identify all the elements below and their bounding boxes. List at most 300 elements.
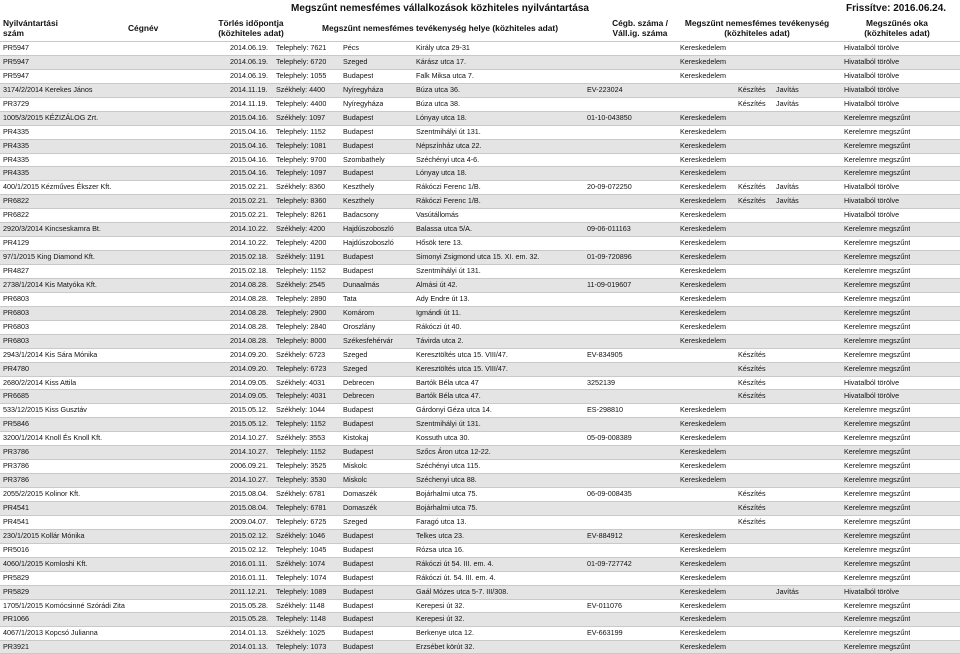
cell-city: Domaszék	[343, 502, 377, 512]
cell-city: Debrecen	[343, 391, 375, 401]
cell-deleted-date: 2014.10.27.	[230, 447, 268, 457]
cell-address: Igmándi út 11.	[416, 307, 462, 317]
cell-reason: Kerelemre megszűnt	[844, 126, 911, 136]
table-body	[0, 41, 960, 654]
cell-reason: Kerelemre megszűnt	[844, 502, 911, 512]
table-row	[0, 543, 960, 557]
cell-site-type-zip: Telephely: 3525	[276, 461, 327, 471]
cell-site-type-zip: Telephely: 6720	[276, 56, 327, 66]
cell-deleted-date: 2015.02.21.	[230, 182, 268, 192]
cell-registry-no: 01-10-043850	[587, 112, 632, 122]
cell-activity-trade: Kereskedelem	[680, 461, 726, 471]
cell-reason: Hivatalból törölve	[844, 210, 900, 220]
cell-reason: Kerelemre megszűnt	[844, 154, 911, 164]
cell-activity-trade: Kereskedelem	[680, 266, 726, 275]
cell-address: Rákóczi út. 54. III. em. 4.	[416, 572, 496, 582]
table-header	[0, 0, 960, 41]
cell-deleted-date: 2015.02.12.	[230, 544, 268, 554]
table-row	[0, 403, 960, 417]
cell-reg-no-company: PR6822	[3, 196, 29, 206]
cell-deleted-date: 2014.08.28.	[230, 321, 268, 331]
cell-reason: Kerelemre megszűnt	[844, 628, 911, 638]
cell-registry-no: 06-09-008435	[587, 489, 632, 498]
cell-activity-trade: Kereskedelem	[680, 335, 726, 345]
cell-activity-trade: Kereskedelem	[680, 70, 726, 80]
table-row	[0, 348, 960, 362]
cell-site-type-zip: Székhely: 6781	[276, 489, 326, 498]
cell-deleted-date: 2015.04.16.	[230, 168, 268, 178]
cell-reg-no-company: 3174/2/2014 Kerekes János	[3, 84, 93, 94]
cell-site-type-zip: Telephely: 1045	[276, 544, 327, 554]
cell-activity-trade: Kereskedelem	[680, 43, 726, 52]
cell-reg-no-company: PR4335	[3, 154, 29, 164]
cell-address: Széchenyi utca 88.	[416, 475, 477, 485]
cell-address: Kerepesi út 32.	[416, 614, 465, 624]
cell-city: Budapest	[343, 544, 374, 554]
cell-site-type-zip: Telephely: 1055	[276, 70, 327, 80]
cell-city: Budapest	[343, 126, 374, 136]
table-row	[0, 306, 960, 320]
cell-activity-make: Készítés	[738, 489, 766, 498]
cell-site-type-zip: Telephely: 8000	[276, 335, 327, 345]
cell-site-type-zip: Telephely: 6781	[276, 502, 327, 512]
cell-deleted-date: 2014.09.05.	[230, 377, 268, 387]
cell-deleted-date: 2015.08.04.	[230, 489, 268, 498]
col-header-activity-2: (közhiteles adat)	[724, 28, 790, 38]
cell-reg-no-company: PR4541	[3, 502, 29, 512]
table-row	[0, 376, 960, 390]
cell-reason: Kerelemre megszűnt	[844, 516, 911, 526]
table-row	[0, 111, 960, 125]
cell-reg-no-company: PR4335	[3, 168, 29, 178]
table-row	[0, 55, 960, 69]
table-row	[0, 41, 960, 55]
cell-reason: Kerelemre megszűnt	[844, 544, 911, 554]
cell-activity-trade: Kereskedelem	[680, 210, 726, 220]
cell-reason: Kerelemre megszűnt	[844, 572, 911, 582]
cell-reason: Kerelemre megszűnt	[844, 600, 911, 610]
cell-deleted-date: 2015.04.16.	[230, 112, 268, 122]
cell-city: Domaszék	[343, 489, 377, 498]
cell-city: Keszthely	[343, 196, 375, 206]
cell-registry-no: 3252139	[587, 377, 615, 387]
cell-reason: Kerelemre megszűnt	[844, 447, 911, 457]
cell-activity-trade: Kereskedelem	[680, 447, 726, 457]
cell-address: Keresztöltés utca 15. VIII/47.	[416, 363, 508, 373]
cell-activity-trade: Kereskedelem	[680, 140, 726, 150]
cell-city: Budapest	[343, 572, 374, 582]
cell-city: Miskolc	[343, 461, 367, 471]
cell-reason: Kerelemre megszűnt	[844, 224, 911, 234]
cell-address: Búza utca 38.	[416, 98, 460, 108]
table-row	[0, 264, 960, 278]
cell-site-type-zip: Székhely: 4200	[276, 224, 326, 234]
cell-reason: Kerelemre megszűnt	[844, 614, 911, 624]
cell-reg-no-company: PR4827	[3, 266, 29, 275]
cell-activity-make: Készítés	[738, 349, 766, 359]
cell-deleted-date: 2015.02.21.	[230, 196, 268, 206]
cell-deleted-date: 2014.09.20.	[230, 349, 268, 359]
table-row	[0, 180, 960, 194]
cell-activity-trade: Kereskedelem	[680, 614, 726, 624]
cell-activity-repair: Javítás	[776, 182, 799, 192]
cell-city: Badacsony	[343, 210, 379, 220]
cell-city: Budapest	[343, 628, 374, 638]
cell-reason: Kerelemre megszűnt	[844, 321, 911, 331]
cell-reason: Kerelemre megszűnt	[844, 266, 911, 275]
cell-city: Budapest	[343, 600, 374, 610]
cell-deleted-date: 2014.09.05.	[230, 391, 268, 401]
cell-address: Széchényi utca 4-6.	[416, 154, 480, 164]
cell-reg-no-company: PR3786	[3, 475, 29, 485]
cell-activity-repair: Javítás	[776, 98, 799, 108]
cell-site-type-zip: Telephely: 8261	[276, 210, 327, 220]
cell-reason: Hivatalból törölve	[844, 182, 900, 192]
cell-activity-trade: Kereskedelem	[680, 238, 726, 248]
cell-site-type-zip: Telephely: 1074	[276, 572, 327, 582]
cell-reason: Hivatalból törölve	[844, 43, 900, 52]
cell-deleted-date: 2014.09.20.	[230, 363, 268, 373]
cell-reason: Kerelemre megszűnt	[844, 642, 911, 652]
cell-city: Tata	[343, 293, 357, 303]
cell-address: Búza utca 36.	[416, 84, 460, 94]
cell-reg-no-company: PR5947	[3, 56, 29, 66]
table-row	[0, 236, 960, 250]
col-header-reason-1: Megszűnés oka	[866, 18, 928, 28]
cell-site-type-zip: Telephely: 1097	[276, 168, 327, 178]
cell-address: Hősök tere 13.	[416, 238, 463, 248]
cell-reg-no-company: PR6685	[3, 391, 29, 401]
table-row	[0, 515, 960, 529]
cell-activity-trade: Kereskedelem	[680, 419, 726, 429]
cell-city: Keszthely	[343, 182, 375, 192]
cell-address: Szentmihályi út 131.	[416, 266, 481, 275]
cell-reason: Kerelemre megszűnt	[844, 419, 911, 429]
cell-deleted-date: 2015.05.28.	[230, 614, 268, 624]
table-row	[0, 571, 960, 585]
cell-address: Lónyay utca 18.	[416, 112, 467, 122]
cell-site-type-zip: Székhely: 8360	[276, 182, 326, 192]
cell-reason: Hivatalból törölve	[844, 84, 900, 94]
cell-deleted-date: 2014.08.28.	[230, 335, 268, 345]
cell-deleted-date: 2015.04.16.	[230, 140, 268, 150]
cell-city: Budapest	[343, 586, 374, 596]
cell-reason: Hivatalból törölve	[844, 586, 900, 596]
cell-activity-trade: Kereskedelem	[680, 628, 726, 638]
cell-reg-no-company: PR4541	[3, 516, 29, 526]
cell-activity-make: Készítés	[738, 196, 766, 206]
col-header-cegb-2: Váll.ig. száma	[612, 28, 668, 38]
cell-address: Rákóczi Ferenc 1/B.	[416, 182, 481, 192]
cell-site-type-zip: Telephely: 1073	[276, 642, 327, 652]
cell-site-type-zip: Telephely: 7621	[276, 43, 327, 52]
table-row	[0, 83, 960, 97]
cell-site-type-zip: Telephely: 1081	[276, 140, 327, 150]
cell-activity-make: Készítés	[738, 84, 766, 94]
table-row	[0, 139, 960, 153]
cell-address: Rákóczi Ferenc 1/B.	[416, 196, 481, 206]
cell-activity-make: Készítés	[738, 377, 766, 387]
cell-reg-no-company: PR6803	[3, 307, 29, 317]
cell-address: Távirda utca 2.	[416, 335, 464, 345]
cell-reg-no-company: PR3729	[3, 98, 29, 108]
cell-registry-no: 01-09-720896	[587, 252, 632, 262]
cell-address: Gaál Mózes utca 5-7. III/308.	[416, 586, 509, 596]
cell-site-type-zip: Telephely: 1152	[276, 447, 326, 457]
cell-city: Székesfehérvár	[343, 335, 393, 345]
cell-deleted-date: 2015.04.16.	[230, 154, 268, 164]
cell-city: Oroszlány	[343, 321, 376, 331]
cell-deleted-date: 2016.01.11.	[230, 558, 268, 568]
cell-reason: Kerelemre megszűnt	[844, 363, 911, 373]
table-row	[0, 389, 960, 403]
cell-site-type-zip: Telephely: 6725	[276, 516, 327, 526]
cell-site-type-zip: Telephely: 6723	[276, 363, 327, 373]
cell-activity-make: Készítés	[738, 502, 766, 512]
cell-city: Komárom	[343, 307, 375, 317]
cell-address: Ady Endre út 13.	[416, 293, 470, 303]
cell-deleted-date: 2014.06.19.	[230, 56, 268, 66]
cell-site-type-zip: Székhely: 3553	[276, 433, 326, 443]
cell-reason: Kerelemre megszűnt	[844, 307, 911, 317]
cell-address: Balassa utca 5/A.	[416, 224, 472, 234]
cell-address: Berkenye utca 12.	[416, 628, 474, 638]
cell-reason: Kerelemre megszűnt	[844, 140, 911, 150]
cell-reg-no-company: PR5947	[3, 70, 29, 80]
page-title: Megszűnt nemesfémes vállalkozások közhiteles nyilvántartása	[291, 3, 589, 14]
cell-activity-trade: Kereskedelem	[680, 544, 726, 554]
cell-reason: Kerelemre megszűnt	[844, 293, 911, 303]
cell-reason: Hivatalból törölve	[844, 70, 900, 80]
cell-reg-no-company: 533/12/2015 Kiss Gusztáv	[3, 405, 87, 415]
cell-activity-make: Készítés	[738, 516, 766, 526]
table-row	[0, 431, 960, 445]
cell-deleted-date: 2014.06.19.	[230, 43, 268, 52]
table-row	[0, 362, 960, 376]
table-row	[0, 125, 960, 139]
cell-city: Debrecen	[343, 377, 375, 387]
cell-deleted-date: 2014.08.28.	[230, 293, 268, 303]
cell-site-type-zip: Telephely: 1089	[276, 586, 327, 596]
cell-reg-no-company: PR4129	[3, 238, 29, 248]
cell-site-type-zip: Telephely: 4200	[276, 238, 327, 248]
cell-address: Bartók Béla utca 47	[416, 377, 479, 387]
cell-reason: Kerelemre megszűnt	[844, 530, 911, 540]
col-header-location: Megszűnt nemesfémes tevékenység helye (közhiteles adat)	[322, 23, 558, 33]
table-row	[0, 208, 960, 222]
cell-site-type-zip: Telephely: 1152	[276, 126, 326, 136]
cell-site-type-zip: Székhely: 1046	[276, 530, 326, 540]
cell-activity-trade: Kereskedelem	[680, 321, 726, 331]
table-row	[0, 585, 960, 599]
cell-reg-no-company: 1005/3/2015 KÉZIZÁLOG Zrt.	[3, 112, 99, 122]
col-header-cegb-1: Cégb. száma /	[612, 18, 668, 28]
cell-city: Budapest	[343, 419, 374, 429]
cell-site-type-zip: Székhely: 2545	[276, 279, 326, 289]
cell-city: Budapest	[343, 70, 374, 80]
table-row	[0, 473, 960, 487]
cell-reg-no-company: PR5846	[3, 419, 29, 429]
cell-site-type-zip: Székhely: 1191	[276, 252, 325, 262]
cell-site-type-zip: Telephely: 4400	[276, 98, 327, 108]
cell-activity-trade: Kereskedelem	[680, 182, 726, 192]
cell-reason: Hivatalból törölve	[844, 377, 900, 387]
cell-deleted-date: 2014.11.19.	[230, 84, 268, 94]
cell-reg-no-company: PR5947	[3, 43, 29, 52]
table-row	[0, 278, 960, 292]
cell-city: Pécs	[343, 43, 359, 52]
cell-reason: Kerelemre megszűnt	[844, 335, 911, 345]
cell-reg-no-company: PR5829	[3, 586, 29, 596]
cell-reason: Kerelemre megszűnt	[844, 349, 911, 359]
cell-registry-no: EV-884912	[587, 530, 623, 540]
cell-reg-no-company: 2680/2/2014 Kiss Attila	[3, 377, 77, 387]
col-header-reg-no-1: Nyilvántartási	[3, 18, 58, 28]
cell-deleted-date: 2015.05.12.	[230, 405, 268, 415]
table-row	[0, 599, 960, 613]
col-header-reason-2: (közhiteles adat)	[864, 28, 930, 38]
cell-deleted-date: 2014.01.13.	[230, 628, 268, 638]
cell-deleted-date: 2015.04.16.	[230, 126, 268, 136]
cell-site-type-zip: Székhely: 1097	[276, 112, 326, 122]
cell-reg-no-company: PR4335	[3, 140, 29, 150]
cell-deleted-date: 2014.10.22.	[230, 238, 268, 248]
cell-reason: Kerelemre megszűnt	[844, 252, 911, 262]
cell-deleted-date: 2014.11.19.	[230, 98, 268, 108]
cell-city: Dunaalmás	[343, 279, 380, 289]
cell-site-type-zip: Székhely: 1148	[276, 600, 325, 610]
cell-city: Szeged	[343, 363, 368, 373]
cell-address: Bartók Béla utca 47.	[416, 391, 481, 401]
cell-reg-no-company: PR6803	[3, 335, 29, 345]
table-row	[0, 250, 960, 264]
cell-site-type-zip: Telephely: 3530	[276, 475, 327, 485]
cell-reason: Kerelemre megszűnt	[844, 405, 911, 415]
cell-site-type-zip: Telephely: 1148	[276, 614, 326, 624]
cell-deleted-date: 2009.04.07.	[230, 516, 268, 526]
cell-site-type-zip: Telephely: 4031	[276, 391, 327, 401]
cell-city: Budapest	[343, 614, 374, 624]
cell-address: Kerepesi út 32.	[416, 600, 465, 610]
cell-registry-no: EV-223024	[587, 84, 623, 94]
cell-address: Széchényi utca 115.	[416, 461, 481, 471]
table-row	[0, 320, 960, 334]
cell-city: Szeged	[343, 516, 368, 526]
cell-city: Hajdúszoboszló	[343, 238, 394, 248]
cell-activity-make: Készítés	[738, 182, 766, 192]
cell-reg-no-company: 400/1/2015 Kézműves Ékszer Kft.	[3, 182, 112, 192]
cell-deleted-date: 2011.12.21.	[230, 586, 268, 596]
col-header-activity-1: Megszűnt nemesfémes tevékenység	[684, 18, 830, 28]
table-row	[0, 459, 960, 473]
table-row	[0, 557, 960, 571]
cell-activity-trade: Kereskedelem	[680, 600, 726, 610]
table-row	[0, 334, 960, 348]
table-row	[0, 626, 960, 640]
cell-activity-trade: Kereskedelem	[680, 126, 726, 136]
cell-deleted-date: 2015.05.12.	[230, 419, 268, 429]
cell-city: Nyíregyháza	[343, 98, 384, 108]
cell-address: Szentmihályi út 131.	[416, 126, 481, 136]
cell-activity-make: Készítés	[738, 391, 766, 401]
cell-address: Erzsébet körút 32.	[416, 642, 475, 652]
col-header-deleted-1: Törlés időpontja	[218, 18, 284, 28]
table-row	[0, 529, 960, 543]
cell-address: Király utca 29-31	[416, 43, 470, 52]
cell-reason: Kerelemre megszűnt	[844, 433, 911, 443]
cell-address: Falk Miksa utca 7.	[416, 70, 474, 80]
cell-city: Budapest	[343, 266, 374, 275]
cell-address: Rákóczi út 40.	[416, 321, 462, 331]
cell-activity-trade: Kereskedelem	[680, 572, 726, 582]
cell-city: Szeged	[343, 56, 368, 66]
cell-reg-no-company: 2943/1/2014 Kis Sára Mónika	[3, 349, 98, 359]
cell-site-type-zip: Telephely: 1152	[276, 266, 326, 275]
cell-address: Szőcs Áron utca 12-22.	[416, 447, 491, 457]
cell-activity-make: Készítés	[738, 98, 766, 108]
cell-reason: Hivatalból törölve	[844, 98, 900, 108]
cell-city: Budapest	[343, 558, 374, 568]
cell-deleted-date: 2015.02.18.	[230, 252, 268, 262]
col-header-reg-no-2: szám	[3, 28, 24, 38]
cell-reg-no-company: PR1066	[3, 614, 29, 624]
cell-site-type-zip: Székhely: 4031	[276, 377, 326, 387]
cell-address: Kossuth utca 30.	[416, 433, 470, 443]
cell-activity-trade: Kereskedelem	[680, 405, 726, 415]
cell-city: Nyíregyháza	[343, 84, 384, 94]
table-row	[0, 501, 960, 515]
cell-activity-trade: Kereskedelem	[680, 56, 726, 66]
cell-registry-no: 11-09-019607	[587, 279, 632, 289]
table-row	[0, 640, 960, 654]
cell-activity-trade: Kereskedelem	[680, 586, 726, 596]
cell-reg-no-company: PR3786	[3, 461, 29, 471]
cell-reg-no-company: PR3786	[3, 447, 29, 457]
cell-deleted-date: 2014.01.13.	[230, 642, 268, 652]
cell-reg-no-company: 2920/3/2014 Kincseskamra Bt.	[3, 224, 101, 234]
cell-activity-repair: Javítás	[776, 196, 799, 206]
cell-activity-trade: Kereskedelem	[680, 475, 726, 485]
cell-address: Gárdonyi Géza utca 14.	[416, 405, 492, 415]
cell-reg-no-company: 3200/1/2014 Knoll És Knoll Kft.	[3, 433, 103, 443]
cell-reg-no-company: PR6822	[3, 210, 29, 220]
cell-reg-no-company: PR5829	[3, 572, 29, 582]
cell-address: Szentmihályi út 131.	[416, 419, 481, 429]
refresh-date: Frissítve: 2016.06.24.	[846, 3, 947, 14]
cell-activity-repair: Javítás	[776, 84, 799, 94]
cell-city: Budapest	[343, 530, 374, 540]
cell-city: Budapest	[343, 112, 374, 122]
cell-activity-trade: Kereskedelem	[680, 558, 726, 568]
cell-reg-no-company: 4060/1/2015 Komloshi Kft.	[3, 558, 88, 568]
cell-site-type-zip: Székhely: 1044	[276, 405, 326, 415]
table-row	[0, 166, 960, 180]
cell-city: Hajdúszoboszló	[343, 224, 394, 234]
cell-city: Budapest	[343, 140, 374, 150]
cell-address: Simonyi Zsigmond utca 15. XI. em. 32.	[416, 252, 540, 262]
cell-deleted-date: 2014.06.19.	[230, 70, 268, 80]
cell-activity-trade: Kereskedelem	[680, 530, 726, 540]
cell-reason: Kerelemre megszűnt	[844, 279, 911, 289]
cell-registry-no: ES-298810	[587, 405, 623, 415]
cell-reason: Kerelemre megszűnt	[844, 475, 911, 485]
cell-city: Budapest	[343, 252, 374, 262]
cell-deleted-date: 2014.10.27.	[230, 475, 268, 485]
cell-city: Budapest	[343, 405, 374, 415]
cell-activity-make: Készítés	[738, 363, 766, 373]
cell-deleted-date: 2015.02.21.	[230, 210, 268, 220]
cell-deleted-date: 2016.01.11.	[230, 572, 268, 582]
